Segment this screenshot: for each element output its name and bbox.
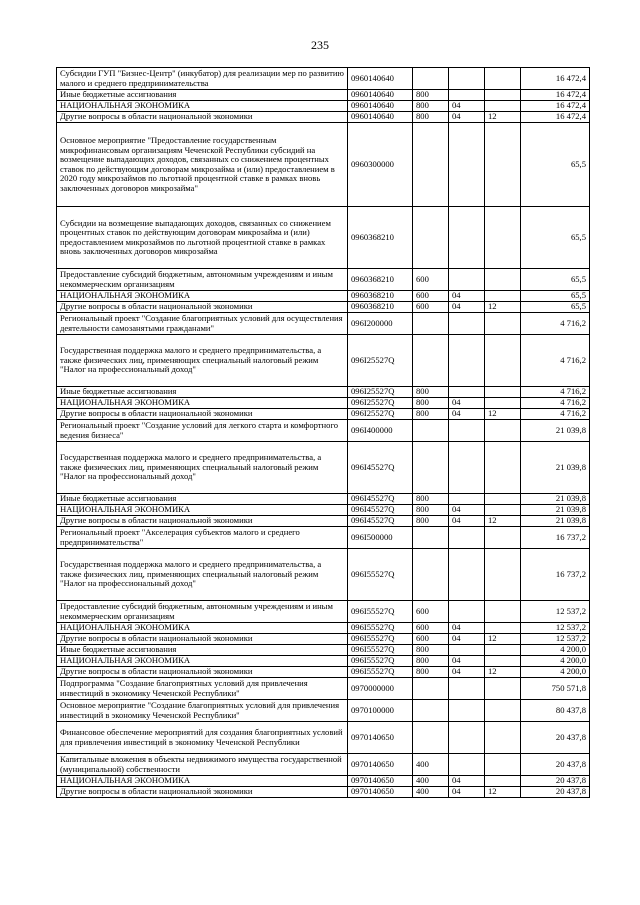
- target-code-cell: 0970140650: [348, 776, 413, 787]
- item-name-cell: Субсидии ГУП "Бизнес-Центр" (инкубатор) для реализации мер по развитию малого и среднего предпринимательства: [57, 68, 348, 90]
- amount-cell: 16 472,4: [521, 68, 590, 90]
- target-code-cell: 0960368210: [348, 302, 413, 313]
- item-name-cell: НАЦИОНАЛЬНАЯ ЭКОНОМИКА: [57, 398, 348, 409]
- target-code-cell: 0970100000: [348, 700, 413, 722]
- subsection-cell: [485, 527, 521, 549]
- expense-type-cell: [413, 313, 449, 335]
- item-name-cell: Иные бюджетные ассигнования: [57, 90, 348, 101]
- section-cell: 04: [449, 656, 485, 667]
- table-row: [57, 313, 590, 335]
- item-name-cell: Другие вопросы в области национальной экономики: [57, 112, 348, 123]
- amount-cell: 16 737,2: [521, 549, 590, 601]
- target-code-cell: 096I25527Q: [348, 398, 413, 409]
- amount-cell: 16 472,4: [521, 90, 590, 101]
- amount-cell: 16 472,4: [521, 112, 590, 123]
- expense-type-cell: 600: [413, 291, 449, 302]
- expense-type-cell: [413, 420, 449, 442]
- section-cell: 04: [449, 516, 485, 527]
- item-name-cell: Государственная поддержка малого и среднего предпринимательства, а также физических лиц, применяющих специальный налоговый режим "Налог на профессиональный доход": [57, 335, 348, 387]
- section-cell: 04: [449, 112, 485, 123]
- table-row: [57, 112, 590, 123]
- table-row: [57, 634, 590, 645]
- target-code-cell: 096I45527Q: [348, 442, 413, 494]
- subsection-cell: [485, 398, 521, 409]
- table-row: [57, 787, 590, 798]
- amount-cell: 20 437,8: [521, 776, 590, 787]
- table-row: [57, 207, 590, 269]
- table-row: [57, 656, 590, 667]
- item-name-cell: Региональный проект "Создание благоприятных условий для осуществления деятельности самозанятыми гражданами": [57, 313, 348, 335]
- table-row: [57, 667, 590, 678]
- section-cell: [449, 420, 485, 442]
- amount-cell: 16 472,4: [521, 101, 590, 112]
- target-code-cell: 0970000000: [348, 678, 413, 700]
- section-cell: 04: [449, 787, 485, 798]
- expense-type-cell: 800: [413, 656, 449, 667]
- amount-cell: 4 716,2: [521, 409, 590, 420]
- table-row: [57, 291, 590, 302]
- item-name-cell: Другие вопросы в области национальной экономики: [57, 634, 348, 645]
- table-row: [57, 409, 590, 420]
- section-cell: 04: [449, 101, 485, 112]
- target-code-cell: 096I55527Q: [348, 634, 413, 645]
- item-name-cell: Государственная поддержка малого и среднего предпринимательства, а также физических лиц, применяющих специальный налоговый режим "Налог на профессиональный доход": [57, 442, 348, 494]
- table-row: [57, 645, 590, 656]
- subsection-cell: [485, 90, 521, 101]
- amount-cell: 21 039,8: [521, 494, 590, 505]
- target-code-cell: 0960368210: [348, 269, 413, 291]
- target-code-cell: 096I45527Q: [348, 505, 413, 516]
- amount-cell: 16 737,2: [521, 527, 590, 549]
- target-code-cell: 096I25527Q: [348, 387, 413, 398]
- amount-cell: 80 437,8: [521, 700, 590, 722]
- amount-cell: 20 437,8: [521, 787, 590, 798]
- item-name-cell: Государственная поддержка малого и среднего предпринимательства, а также физических лиц, применяющих специальный налоговый режим "Налог на профессиональный доход": [57, 549, 348, 601]
- table-row: [57, 549, 590, 601]
- amount-cell: 4 200,0: [521, 656, 590, 667]
- item-name-cell: Предоставление субсидий бюджетным, автономным учреждениям и иным некоммерческим организациям: [57, 269, 348, 291]
- expense-type-cell: 800: [413, 101, 449, 112]
- amount-cell: 65,5: [521, 291, 590, 302]
- target-code-cell: 096I500000: [348, 527, 413, 549]
- expense-type-cell: 600: [413, 601, 449, 623]
- expense-type-cell: 800: [413, 112, 449, 123]
- subsection-cell: [485, 68, 521, 90]
- table-row: [57, 623, 590, 634]
- expense-type-cell: [413, 68, 449, 90]
- target-code-cell: 096I25527Q: [348, 335, 413, 387]
- expense-type-cell: [413, 442, 449, 494]
- expense-type-cell: 400: [413, 787, 449, 798]
- section-cell: 04: [449, 302, 485, 313]
- section-cell: [449, 722, 485, 754]
- section-cell: [449, 527, 485, 549]
- section-cell: [449, 90, 485, 101]
- item-name-cell: Иные бюджетные ассигнования: [57, 494, 348, 505]
- table-row: [57, 68, 590, 90]
- amount-cell: 4 716,2: [521, 387, 590, 398]
- item-name-cell: НАЦИОНАЛЬНАЯ ЭКОНОМИКА: [57, 291, 348, 302]
- subsection-cell: [485, 335, 521, 387]
- section-cell: [449, 700, 485, 722]
- target-code-cell: 0970140650: [348, 754, 413, 776]
- section-cell: [449, 123, 485, 207]
- amount-cell: 65,5: [521, 207, 590, 269]
- section-cell: 04: [449, 291, 485, 302]
- item-name-cell: Иные бюджетные ассигнования: [57, 387, 348, 398]
- item-name-cell: НАЦИОНАЛЬНАЯ ЭКОНОМИКА: [57, 101, 348, 112]
- item-name-cell: НАЦИОНАЛЬНАЯ ЭКОНОМИКА: [57, 505, 348, 516]
- subsection-cell: [485, 700, 521, 722]
- section-cell: 04: [449, 505, 485, 516]
- expense-type-cell: 600: [413, 623, 449, 634]
- subsection-cell: [485, 123, 521, 207]
- item-name-cell: НАЦИОНАЛЬНАЯ ЭКОНОМИКА: [57, 776, 348, 787]
- subsection-cell: [485, 722, 521, 754]
- table-row: [57, 442, 590, 494]
- subsection-cell: [485, 656, 521, 667]
- section-cell: 04: [449, 623, 485, 634]
- amount-cell: 65,5: [521, 302, 590, 313]
- subsection-cell: [485, 101, 521, 112]
- subsection-cell: 12: [485, 634, 521, 645]
- subsection-cell: [485, 420, 521, 442]
- table-row: [57, 494, 590, 505]
- subsection-cell: [485, 269, 521, 291]
- amount-cell: 4 716,2: [521, 398, 590, 409]
- table-row: [57, 335, 590, 387]
- target-code-cell: 096I55527Q: [348, 667, 413, 678]
- table-row: [57, 678, 590, 700]
- subsection-cell: 12: [485, 787, 521, 798]
- item-name-cell: Другие вопросы в области национальной экономики: [57, 516, 348, 527]
- budget-table-body: [57, 68, 590, 798]
- section-cell: [449, 601, 485, 623]
- item-name-cell: НАЦИОНАЛЬНАЯ ЭКОНОМИКА: [57, 656, 348, 667]
- table-row: [57, 90, 590, 101]
- amount-cell: 21 039,8: [521, 442, 590, 494]
- item-name-cell: Субсидии на возмещение выпадающих доходов, связанных со снижением процентных ставок по действующим договорам микрозайма и (или) предоставлением микрозаймов по льготной процентной ставке в рамках вновь заключенных договоров микрозайма: [57, 207, 348, 269]
- expense-type-cell: 600: [413, 302, 449, 313]
- expense-type-cell: 800: [413, 398, 449, 409]
- target-code-cell: 096I55527Q: [348, 623, 413, 634]
- expense-type-cell: 800: [413, 505, 449, 516]
- subsection-cell: [485, 313, 521, 335]
- amount-cell: 4 200,0: [521, 645, 590, 656]
- amount-cell: 12 537,2: [521, 601, 590, 623]
- section-cell: 04: [449, 667, 485, 678]
- section-cell: [449, 335, 485, 387]
- section-cell: 04: [449, 409, 485, 420]
- target-code-cell: 096I55527Q: [348, 645, 413, 656]
- table-row: [57, 101, 590, 112]
- subsection-cell: 12: [485, 516, 521, 527]
- amount-cell: 21 039,8: [521, 420, 590, 442]
- target-code-cell: 0970140650: [348, 787, 413, 798]
- subsection-cell: 12: [485, 302, 521, 313]
- item-name-cell: Финансовое обеспечение мероприятий для создания благоприятных условий для привлечения инвестиций в экономику Чеченской Республики: [57, 722, 348, 754]
- item-name-cell: Другие вопросы в области национальной экономики: [57, 302, 348, 313]
- amount-cell: 20 437,8: [521, 754, 590, 776]
- expense-type-cell: 400: [413, 754, 449, 776]
- target-code-cell: 096I45527Q: [348, 494, 413, 505]
- table-row: [57, 516, 590, 527]
- expense-type-cell: 800: [413, 516, 449, 527]
- target-code-cell: 096I55527Q: [348, 549, 413, 601]
- target-code-cell: 096I25527Q: [348, 409, 413, 420]
- amount-cell: 750 571,8: [521, 678, 590, 700]
- expense-type-cell: [413, 335, 449, 387]
- table-row: [57, 722, 590, 754]
- item-name-cell: Другие вопросы в области национальной экономики: [57, 409, 348, 420]
- item-name-cell: НАЦИОНАЛЬНАЯ ЭКОНОМИКА: [57, 623, 348, 634]
- expense-type-cell: 800: [413, 494, 449, 505]
- subsection-cell: [485, 207, 521, 269]
- table-row: [57, 527, 590, 549]
- section-cell: 04: [449, 634, 485, 645]
- table-row: [57, 754, 590, 776]
- section-cell: [449, 442, 485, 494]
- target-code-cell: 096I45527Q: [348, 516, 413, 527]
- expense-type-cell: [413, 207, 449, 269]
- table-row: [57, 420, 590, 442]
- amount-cell: 65,5: [521, 269, 590, 291]
- target-code-cell: 096I55527Q: [348, 601, 413, 623]
- section-cell: [449, 645, 485, 656]
- subsection-cell: [485, 678, 521, 700]
- target-code-cell: 0960368210: [348, 207, 413, 269]
- item-name-cell: Подпрограмма "Создание благоприятных условий для привлечения инвестиций в экономику Чеченской Республики": [57, 678, 348, 700]
- item-name-cell: Другие вопросы в области национальной экономики: [57, 667, 348, 678]
- target-code-cell: 0960140640: [348, 68, 413, 90]
- target-code-cell: 096I55527Q: [348, 656, 413, 667]
- amount-cell: 12 537,2: [521, 623, 590, 634]
- expense-type-cell: 800: [413, 645, 449, 656]
- table-row: [57, 387, 590, 398]
- item-name-cell: Региональный проект "Акселерация субъектов малого и среднего предпринимательства": [57, 527, 348, 549]
- expense-type-cell: [413, 678, 449, 700]
- expense-type-cell: 800: [413, 90, 449, 101]
- expense-type-cell: 800: [413, 667, 449, 678]
- subsection-cell: 12: [485, 409, 521, 420]
- item-name-cell: Иные бюджетные ассигнования: [57, 645, 348, 656]
- section-cell: [449, 68, 485, 90]
- table-row: [57, 398, 590, 409]
- subsection-cell: [485, 645, 521, 656]
- subsection-cell: [485, 776, 521, 787]
- subsection-cell: [485, 601, 521, 623]
- target-code-cell: 0960140640: [348, 90, 413, 101]
- item-name-cell: Другие вопросы в области национальной экономики: [57, 787, 348, 798]
- amount-cell: 20 437,8: [521, 722, 590, 754]
- item-name-cell: Предоставление субсидий бюджетным, автономным учреждениям и иным некоммерческим организациям: [57, 601, 348, 623]
- subsection-cell: [485, 387, 521, 398]
- section-cell: 04: [449, 398, 485, 409]
- table-row: [57, 776, 590, 787]
- item-name-cell: Основное мероприятие "Предоставление государственным микрофинансовым организациям Чеченской Республики субсидий на возмещение выпадающих доходов, связанных со снижением процентных ставок по действующим договорам микрозайма и (или) предоставлением в 2020 году микрозаймов по льготной процентной ставке в рамках вновь заключенных договоров микрозайма": [57, 123, 348, 207]
- expense-type-cell: [413, 527, 449, 549]
- table-row: [57, 601, 590, 623]
- item-name-cell: Основное мероприятие "Создание благоприятных условий для привлечения инвестиций в экономику Чеченской Республики": [57, 700, 348, 722]
- section-cell: [449, 387, 485, 398]
- expense-type-cell: 800: [413, 409, 449, 420]
- subsection-cell: [485, 494, 521, 505]
- table-row: [57, 700, 590, 722]
- expense-type-cell: [413, 700, 449, 722]
- amount-cell: 21 039,8: [521, 516, 590, 527]
- target-code-cell: 0960300000: [348, 123, 413, 207]
- amount-cell: 12 537,2: [521, 634, 590, 645]
- table-row: [57, 269, 590, 291]
- subsection-cell: [485, 549, 521, 601]
- expense-type-cell: 600: [413, 269, 449, 291]
- amount-cell: 4 716,2: [521, 335, 590, 387]
- expense-type-cell: 800: [413, 387, 449, 398]
- table-row: [57, 505, 590, 516]
- budget-table: [56, 67, 590, 798]
- section-cell: [449, 269, 485, 291]
- target-code-cell: 0960140640: [348, 112, 413, 123]
- expense-type-cell: [413, 549, 449, 601]
- subsection-cell: 12: [485, 667, 521, 678]
- target-code-cell: 096I400000: [348, 420, 413, 442]
- subsection-cell: [485, 505, 521, 516]
- amount-cell: 65,5: [521, 123, 590, 207]
- subsection-cell: [485, 291, 521, 302]
- target-code-cell: 0960140640: [348, 101, 413, 112]
- target-code-cell: 0970140650: [348, 722, 413, 754]
- section-cell: 04: [449, 776, 485, 787]
- page-number: 235: [311, 38, 329, 52]
- section-cell: [449, 313, 485, 335]
- table-row: [57, 302, 590, 313]
- section-cell: [449, 494, 485, 505]
- expense-type-cell: [413, 722, 449, 754]
- target-code-cell: 096I200000: [348, 313, 413, 335]
- expense-type-cell: 400: [413, 776, 449, 787]
- item-name-cell: Региональный проект "Создание условий для легкого старта и комфортного ведения бизнеса": [57, 420, 348, 442]
- section-cell: [449, 549, 485, 601]
- section-cell: [449, 754, 485, 776]
- subsection-cell: [485, 442, 521, 494]
- subsection-cell: [485, 623, 521, 634]
- table-row: [57, 123, 590, 207]
- amount-cell: 21 039,8: [521, 505, 590, 516]
- expense-type-cell: [413, 123, 449, 207]
- section-cell: [449, 207, 485, 269]
- subsection-cell: 12: [485, 112, 521, 123]
- amount-cell: 4 200,0: [521, 667, 590, 678]
- item-name-cell: Капитальные вложения в объекты недвижимого имущества государственной (муниципальной) собственности: [57, 754, 348, 776]
- amount-cell: 4 716,2: [521, 313, 590, 335]
- subsection-cell: [485, 754, 521, 776]
- expense-type-cell: 600: [413, 634, 449, 645]
- section-cell: [449, 678, 485, 700]
- target-code-cell: 0960368210: [348, 291, 413, 302]
